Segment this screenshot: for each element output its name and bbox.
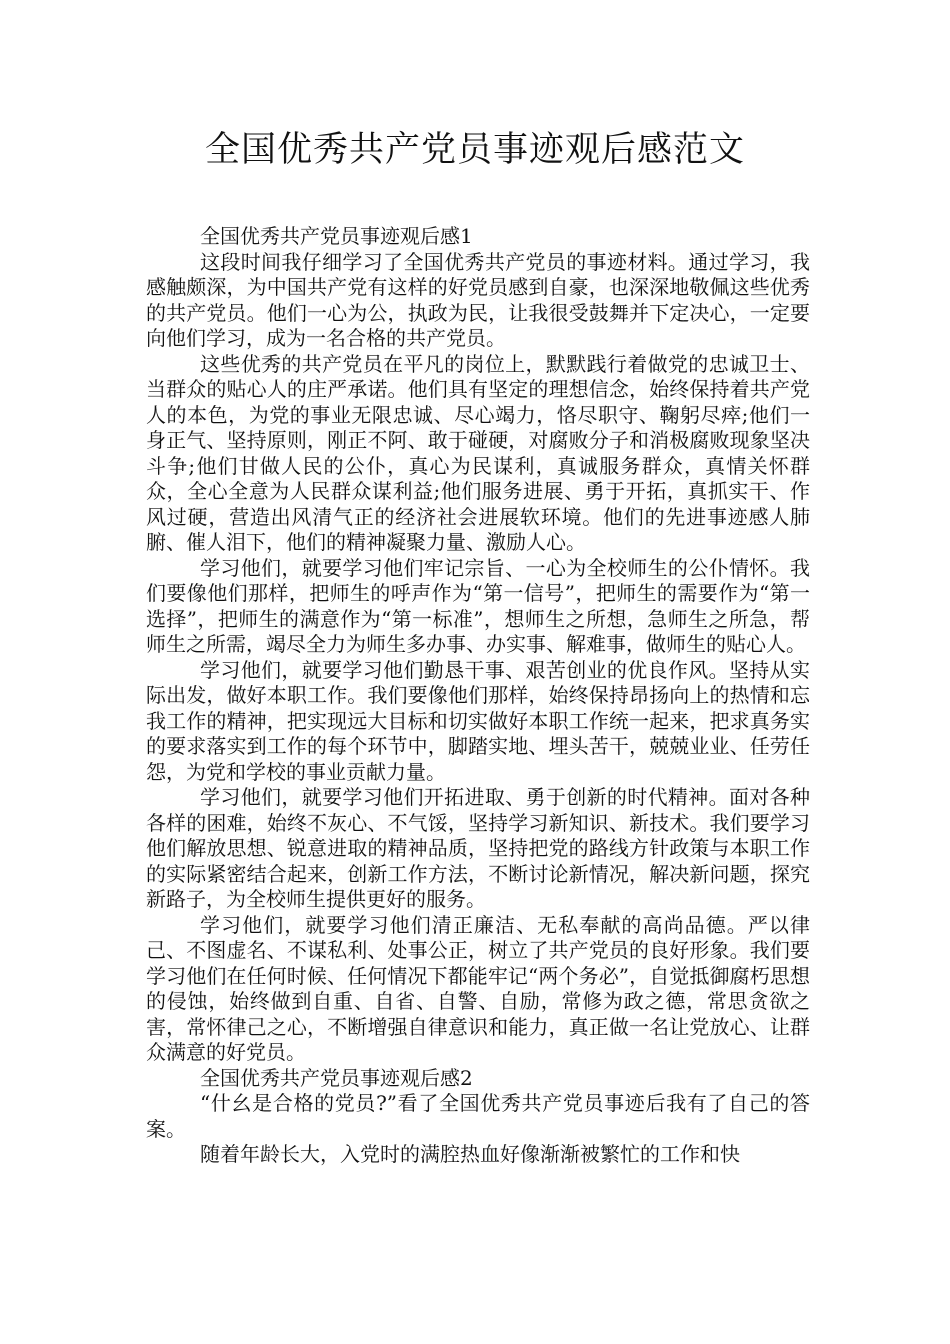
paragraph: “什幺是合格的党员?”看了全国优秀共产党员事迹后我有了自己的答案。 — [146, 1091, 810, 1141]
paragraph: 随着年龄长大，入党时的满腔热血好像渐渐被繁忙的工作和快 — [200, 1142, 740, 1166]
document-title: 全国优秀共产党员事迹观后感范文 — [204, 130, 745, 170]
paragraph: 这段时间我仔细学习了全国优秀共产党员的事迹材料。通过学习，我感触颇深，为中国共产党有这样的好党员感到自豪，也深深地敬佩这些优秀的共产党员。他们一心为公，执政为民，让我很受鼓舞并下定决心，一定要向他们学习，成为一名合格的共产党员。 — [146, 249, 810, 350]
document-body — [146, 224, 810, 1168]
paragraph: 学习他们，就要学习他们牢记宗旨、一心为全校师生的公仆情怀。我们要像他们那样，把师生的呼声作为“第一信号”，把师生的需要作为“第一选择”，把师生的满意作为“第一标准”，想师生之所想，急师生之所急，帮师生之所需，竭尽全力为师生多办事、办实事、解难事，做师生的贴心人。 — [146, 555, 810, 656]
paragraph: 学习他们，就要学习他们清正廉洁、无私奉献的高尚品德。严以律己、不图虚名、不谋私利、处事公正，树立了共产党员的良好形象。我们要学习他们在任何时候、任何情况下都能牢记“两个务必”，自觉抵御腐朽思想的侵蚀，始终做到自重、自省、自警、自励，常修为政之德，常思贪欲之害，常怀律己之心，不断增强自律意识和能力，真正做一名让党放心、让群众满意的好党员。 — [146, 912, 810, 1064]
section-heading-2: 全国优秀共产党员事迹观后感2 — [200, 1065, 473, 1090]
paragraph: 学习他们，就要学习他们开拓进取、勇于创新的时代精神。面对各种各样的困难，始终不灰心、不气馁，坚持学习新知识、新技术。我们要学习他们解放思想、锐意进取的精神品质，坚持把党的路线方针政策与本职工作的实际紧密结合起来，创新工作方法，不断讨论新情况，解决新问题，探究新路子，为全校师生提供更好的服务。 — [146, 785, 810, 911]
paragraph: 学习他们，就要学习他们勤恳干事、艰苦创业的优良作风。坚持从实际出发，做好本职工作。我们要像他们那样，始终保持昂扬向上的热情和忘我工作的精神，把实现远大目标和切实做好本职工作统一起来，把求真务实的要求落实到工作的每个环节中，脚踏实地、埋头苦干，兢兢业业、任劳任怨，为党和学校的事业贡献力量。 — [146, 657, 810, 784]
section-heading-1: 全国优秀共产党员事迹观后感1 — [200, 224, 473, 248]
paragraph: 这些优秀的共产党员在平凡的岗位上，默默践行着做党的忠诚卫士、当群众的贴心人的庄严承诺。他们具有坚定的理想信念，始终保持着共产党人的本色，为党的事业无限忠诚、尽心竭力，恪尽职守、鞠躬尽瘁;他们一身正气、坚持原则，刚正不阿、敢于碰硬，对腐败分子和消极腐败现象坚决斗争;他们甘做人民的公仆，真心为民谋利，真诚服务群众，真情关怀群众，全心全意为人民群众谋利益;他们服务进展、勇于开拓，真抓实干、作风过硬，营造出风清气正的经济社会进展软环境。他们的先进事迹感人肺腑、催人泪下，他们的精神凝聚力量、激励人心。 — [146, 351, 810, 554]
